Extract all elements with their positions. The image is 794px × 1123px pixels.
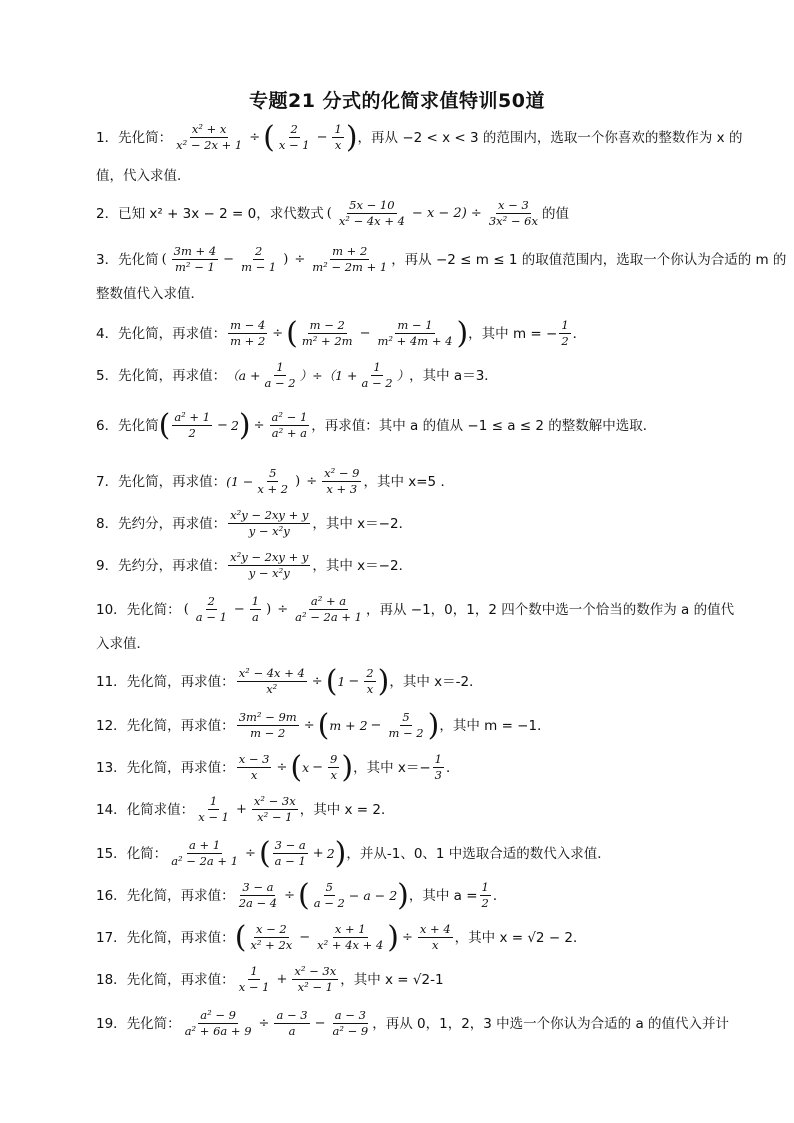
fraction: $\frac{5x - 10}{\text{x² − 4x + 4}}$ [338,198,405,228]
fraction: $\frac{3 - a}{2a - 4}$ [238,880,278,910]
problem-number: 14． [96,801,127,818]
problem-instruction: 先化简： [118,129,173,146]
fraction: $\frac{x - 3}{\text{3x² − 6x}}$ [488,198,538,228]
problem-tail: ，再从 0，1，2，3 中选一个你认为合适的 a 的值代入并计 [372,1015,730,1032]
fraction: $\frac{\text{x² − 3x}}{\text{x² − 1}}$ [294,964,337,994]
fraction: $\frac{m - 2}{\text{m² + 2m}}$ [301,318,353,348]
problem-number: 18． [96,971,127,988]
problem-number: 10． [96,601,127,618]
problem-number: 1． [96,129,119,146]
problem-5: 5． 先化简，再求值： （a + $\frac{1}{a - 2}$ ）÷（1 + $\frac{1}{a - 2}$ ） ，其中 a＝3． [96,360,498,390]
problem-1-continuation: 值，代入求值． [96,168,191,184]
problem-number: 9． [96,557,119,574]
fraction: $\frac{\text{x² + x}}{\text{x² − 2x + 1}}$ [176,122,243,152]
problem-6: 6． 先化简 ( $\frac{\text{a² + 1}}{2}$ − 2 ) ÷ $\frac{\text{a² − 1}}{\text{a² + a}}$ ，再求值：其中 a 的值从 −1 ≤ a ≤ 2 的整数解中选取． [96,407,657,443]
problem-number: 5． [96,367,119,384]
problem-instruction: 先约分，再求值： [118,557,227,574]
fraction: $\frac{1}{2}$ [481,880,489,910]
problem-instruction: 先化简 [118,417,159,434]
fraction: $\frac{9}{x}$ [330,752,338,782]
problem-tail: ，再从 −1，0，1，2 四个数中选一个恰当的数作为 a 的值代 [365,601,735,618]
problem-instruction: 先化简，再求值： [126,929,235,946]
problem-11: 11． 先化简，再求值： $\frac{\text{x² − 4x + 4}}{\text{x²}}$ ÷ ( 1 − $\frac{2}{x}$ ) ，其中 x＝-2． [96,663,483,699]
problem-number: 19． [96,1015,127,1032]
problem-tail: ，其中 x = √2-1 [340,971,444,988]
fraction: $\frac{1}{a - 2}$ [264,360,296,390]
fraction: $\frac{1}{a - 2}$ [361,360,393,390]
problem-9 [96,550,698,581]
problem-13: 13． 先化简，再求值： $\frac{x - 3}{x}$ ÷ ( x − $\frac{9}{x}$ ) ，其中 x＝− $\frac{1}{3}$ ． [96,749,460,785]
fraction: $\frac{x + 4}{x}$ [419,922,451,952]
problem-2: 2． 已知 x² + 3x − 2 = 0，求代数式 ( $\frac{5x - 10}{\text{x² − 4x + 4}}$ − x − 2) ÷ $\frac{x - 3}{\text{3x² − 6x}}$ 的值 [96,198,569,228]
problem-instruction: 先化简： [126,601,181,618]
problem-tail: ，其中 a = [408,887,478,904]
problem-14: 14． 化简求值： $\frac{1}{x - 1}$ + $\frac{\text{x² − 3x}}{\text{x² − 1}}$ ，其中 x = 2． [96,794,395,824]
problem-number: 15． [96,845,127,862]
problem-instruction: 先化简，再求值： [126,673,235,690]
problem-tail: ，再从 −2 < x < 3 的范围内，选取一个你喜欢的整数作为 x 的 [357,129,743,146]
fraction: $\frac{\text{x²y − 2xy + y}}{\text{y − x²y}}$ [230,550,309,580]
problem-number: 6． [96,417,119,434]
problem-18: 18． 先化简，再求值： $\frac{1}{x - 1}$ + $\frac{\text{x² − 3x}}{\text{x² − 1}}$ ，其中 x = √2-1 [96,964,444,994]
problem-instruction: 先化简 [118,251,159,268]
fraction: $\frac{\text{3m² − 9m}}{m - 2}$ [238,710,297,740]
fraction: $\frac{3 - a}{a - 1}$ [274,838,306,868]
fraction: $\frac{\text{a² − 1}}{\text{a² + a}}$ [271,410,308,440]
fraction: $\frac{\text{a² − 9}}{\text{a² + 6a + 9}}$ [184,1008,252,1038]
fraction: $\frac{1}{a}$ [251,594,260,624]
fraction: $\frac{x + 1}{\text{x² + 4x + 4}}$ [317,922,384,952]
page-title: 专题21 分式的化简求值特训50道 [249,90,545,112]
problem-10: 10． 先化简： ( $\frac{2}{a - 1}$ − $\frac{1}{a}$ ) ÷ $\frac{\text{a² + a}}{\text{a² − 2a + 1}}$ ，再从 −1，0，1，2 四个数中选一个恰当的数作为 a 的值代 [96,594,735,624]
problem-number: 12． [96,717,127,734]
problem-instruction: 先化简，再求值： [118,325,227,342]
fraction: $\frac{a - 3}{a}$ [276,1008,308,1038]
problem-number: 7． [96,473,119,490]
fraction: $\frac{\text{x²y − 2xy + y}}{\text{y − x²y}}$ [230,508,309,538]
problem-10-continuation: 入求值． [96,636,150,652]
problem-instruction: 先化简，再求值： [126,887,235,904]
problem-instruction: 先化简，再求值： [126,759,235,776]
problem-tail: 的值 [541,205,569,222]
fraction: $\frac{\text{x² − 9}}{x + 3}$ [324,466,360,496]
problem-4: 4． 先化简，再求值： $\frac{m - 4}{m + 2}$ ÷ ( $\frac{m - 2}{\text{m² + 2m}}$ − $\frac{m - 1}{\text{m² + 4m + 4}}$ ) ，其中 m = − $\frac{1}{2}$ ． [96,315,587,351]
problem-instruction: 先化简： [126,1015,181,1032]
problem-tail: ，并从-1、0、1 中选取合适的数代入求值． [346,845,611,862]
problem-number: 2． [96,205,119,222]
problem-instruction: 先约分，再求值： [118,515,227,532]
problem-instruction: 先化简，再求值： [126,717,235,734]
problem-3: 3． 先化简 ( $\frac{3m + 4}{\text{m² − 1}}$ − $\frac{2}{m - 1}$ ) ÷ $\frac{m + 2}{\text{m² − 2m + 1}}$ ，再从 −2 ≤ m ≤ 1 的取值范围内，选取一个你认为合适的 m 的 [96,244,787,274]
fraction: $\frac{m - 4}{m + 2}$ [230,318,266,348]
problem-number: 3． [96,251,119,268]
fraction: $\frac{1}{x - 1}$ [238,964,270,994]
problem-tail: ，其中 x＝−2． [312,557,413,574]
fraction: $\frac{1}{2}$ [561,318,569,348]
fraction: $\frac{\text{x² − 3x}}{\text{x² − 1}}$ [253,794,296,824]
problem-instruction: 先化简，再求值： [118,473,227,490]
fraction: $\frac{2}{a - 1}$ [195,594,227,624]
fraction: $\frac{2}{x - 1}$ [278,122,310,152]
fraction: $\frac{\text{a² + 1}}{2}$ [174,410,211,440]
problem-instruction: 化简： [126,845,168,862]
problem-number: 17． [96,929,127,946]
problem-tail: ，其中 m = −1． [439,717,551,734]
problem-3-continuation: 整数值代入求值． [96,286,204,302]
problem-instruction: 化简求值： [126,801,195,818]
fraction: $\frac{a - 3}{\text{a² − 9}}$ [332,1008,369,1038]
fraction: $\frac{a + 1}{\text{a² − 2a + 1}}$ [171,838,239,868]
fraction: $\frac{3m + 4}{\text{m² − 1}}$ [173,244,217,274]
problem-7: 7． 先化简，再求值： (1 − $\frac{5}{x + 2}$ ) ÷ $\frac{\text{x² − 9}}{x + 3}$ ，其中 x=5 ． [96,466,454,496]
fraction: $\frac{\text{a² + a}}{\text{a² − 2a + 1}}$ [295,594,362,624]
problem-tail: ，其中 x＝-2． [389,673,483,690]
problem-tail: ，其中 x=5 ． [363,473,454,490]
fraction: $\frac{\text{x² − 4x + 4}}{\text{x²}}$ [238,666,305,696]
fraction: $\frac{x - 2}{\text{x² + 2x}}$ [250,922,293,952]
problem-tail: ，其中 x = √2 − 2． [454,929,587,946]
problem-15: 15． 化简： $\frac{a + 1}{\text{a² − 2a + 1}}$ ÷ ( $\frac{3 - a}{a - 1}$ + 2 ) ，并从-1、0、1 中选取合适的数代入求值． [96,835,611,871]
problem-instruction: 先化简，再求值： [118,367,227,384]
problem-tail: ，其中 a＝3． [409,367,498,384]
fraction: $\frac{1}{x}$ [334,122,342,152]
problem-tail: ，再从 −2 ≤ m ≤ 1 的取值范围内，选取一个你认为合适的 m 的 [391,251,787,268]
problem-instruction: 已知 x² + 3x − 2 = 0，求代数式 [118,205,324,222]
problem-16: 16． 先化简，再求值： $\frac{3 - a}{2a - 4}$ ÷ ( $\frac{5}{a - 2}$ − a − 2 ) ，其中 a = $\frac{1}{2}$ ． [96,877,507,913]
problem-17: 17． 先化简，再求值： ( $\frac{x - 2}{\text{x² + 2x}}$ − $\frac{x + 1}{\text{x² + 4x + 4}}$ ) ÷ $\frac{x + 4}{x}$ ，其中 x = √2 − 2． [96,919,587,955]
problem-19: 19． 先化简： $\frac{\text{a² − 9}}{\text{a² + 6a + 9}}$ ÷ $\frac{a - 3}{a}$ − $\frac{a - 3}{\text{a² − 9}}$ ，再从 0，1，2，3 中选一个你认为合适的 a 的值代入并计 [96,1008,730,1038]
fraction: $\frac{1}{x - 1}$ [198,794,229,824]
fraction: $\frac{m - 1}{\text{m² + 4m + 4}}$ [377,318,453,348]
problem-tail: ，再求值：其中 a 的值从 −1 ≤ a ≤ 2 的整数解中选取． [311,417,657,434]
fraction: $\frac{5}{a - 2}$ [313,880,345,910]
fraction: $\frac{5}{m - 2}$ [388,710,424,740]
problem-number: 13． [96,759,127,776]
problem-number: 11． [96,673,127,690]
fraction: $\frac{2}{x}$ [366,666,374,696]
problem-12: 12． 先化简，再求值： $\frac{\text{3m² − 9m}}{m - 2}$ ÷ ( m + 2 − $\frac{5}{m - 2}$ ) ，其中 m = −1． [96,707,551,743]
problem-instruction: 先化简，再求值： [126,971,235,988]
problem-number: 4． [96,325,119,342]
problem-tail: ，其中 x＝−2． [312,515,413,532]
fraction: $\frac{2}{m - 1}$ [241,244,277,274]
problem-number: 8． [96,515,119,532]
fraction: $\frac{m + 2}{\text{m² − 2m + 1}}$ [312,244,388,274]
problem-tail: ，其中 x = 2． [299,801,395,818]
problem-1: 1． 先化简： $\frac{\text{x² + x}}{\text{x² − 2x + 1}}$ ÷ ( $\frac{2}{x - 1}$ − $\frac{1}{x}$ ) ，再从 −2 < x < 3 的范围内，选取一个你喜欢的整数作为 x 的 [96,119,743,155]
problem-number: 16． [96,887,127,904]
fraction: $\frac{5}{x + 2}$ [257,466,289,496]
fraction: $\frac{x - 3}{x}$ [238,752,270,782]
problem-tail: ，其中 x＝− [353,759,431,776]
problem-8 [96,508,698,539]
fraction: $\frac{1}{3}$ [434,752,442,782]
problem-tail: ，其中 m = − [468,325,558,342]
